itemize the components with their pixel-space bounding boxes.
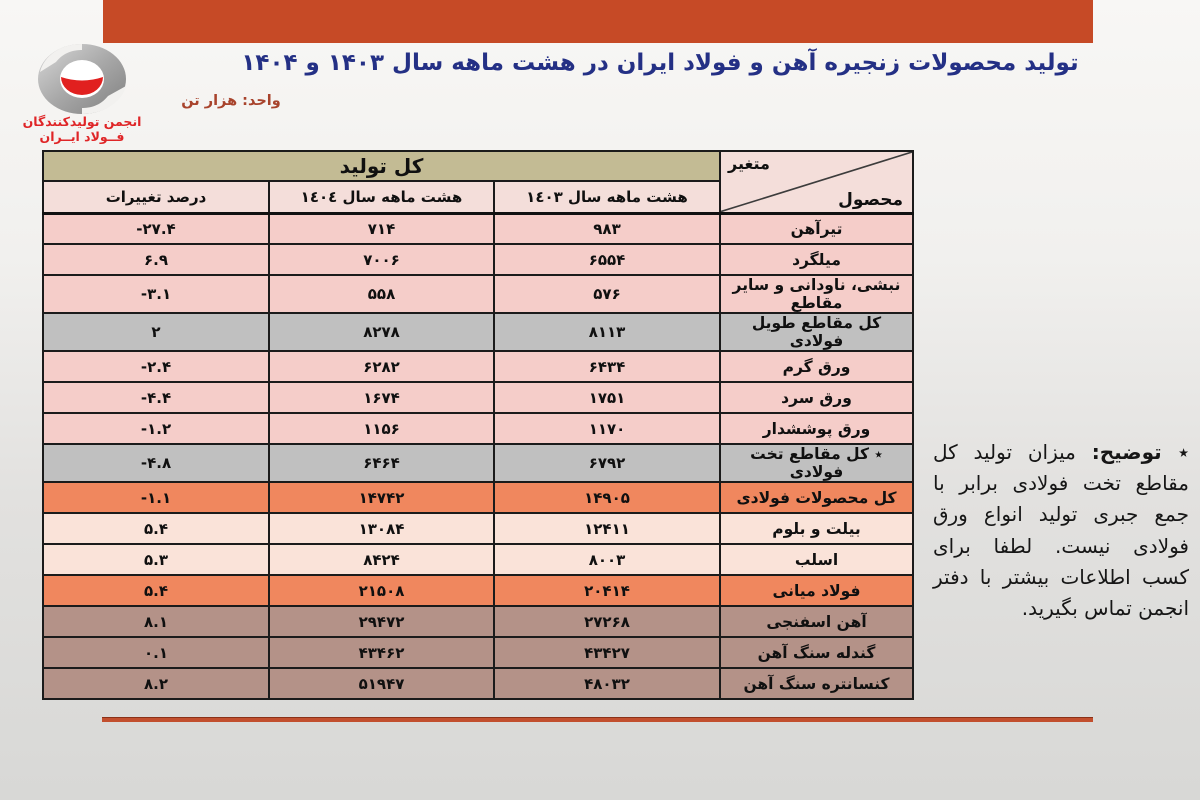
table-row [43, 544, 913, 575]
value-1404: ۱۳۰۸۴ [269, 513, 494, 544]
footnote-lead: ٭ توضیح: [1091, 440, 1190, 464]
value-percent-change: ۲ [43, 313, 269, 351]
product-name: فولاد میانی [720, 575, 913, 606]
association-name-line1: انجمن تولیدکنندگان [22, 114, 142, 129]
value-1404: ۸۴۲۴ [269, 544, 494, 575]
table-row [43, 482, 913, 513]
value-1404: ۵۵۸ [269, 275, 494, 313]
table-row [43, 513, 913, 544]
value-1404: ۲۱۵۰۸ [269, 575, 494, 606]
table-row [43, 413, 913, 444]
corner-label-variable: متغیر [728, 154, 770, 173]
steel-association-logo-icon [30, 42, 134, 116]
table-row [43, 213, 913, 244]
value-1404: ۴۳۴۶۲ [269, 637, 494, 668]
product-name: کل محصولات فولادی [720, 482, 913, 513]
product-name: آهن اسفنجی [720, 606, 913, 637]
value-percent-change: -۲۷.۴ [43, 213, 269, 244]
product-name: ورق پوششدار [720, 413, 913, 444]
value-1404: ۷۰۰۶ [269, 244, 494, 275]
value-1403: ۲۷۲۶۸ [494, 606, 720, 637]
slide-title: تولید محصولات زنجیره آهن و فولاد ایران در هشت ماهه سال ۱۴۰۳ و ۱۴۰۴ [241, 50, 1079, 76]
product-name: اسلب [720, 544, 913, 575]
product-name: ورق گرم [720, 351, 913, 382]
value-1403: ۱۲۴۱۱ [494, 513, 720, 544]
total-production-header: کل تولید [43, 151, 720, 181]
association-name-line2: فــولاد ایــران [39, 129, 125, 144]
column-header-1403: هشت ماهه سال ١٤٠٣ [494, 181, 720, 213]
value-1404: ۱۴۷۴۲ [269, 482, 494, 513]
value-percent-change: ۸.۲ [43, 668, 269, 699]
table-row [43, 444, 913, 482]
value-1403: ۴۳۴۲۷ [494, 637, 720, 668]
value-1404: ۵۱۹۴۷ [269, 668, 494, 699]
value-1403: ۹۸۳ [494, 213, 720, 244]
product-name: بیلت و بلوم [720, 513, 913, 544]
table-row [43, 668, 913, 699]
top-accent-bar [103, 0, 1093, 43]
footnote [933, 437, 1189, 624]
value-1404: ۱۶۷۴ [269, 382, 494, 413]
value-percent-change: ۰.۱ [43, 637, 269, 668]
value-1404: ۱۱۵۶ [269, 413, 494, 444]
table-row [43, 606, 913, 637]
production-table [42, 150, 914, 700]
value-1403: ۶۵۵۴ [494, 244, 720, 275]
value-percent-change: -۴.۸ [43, 444, 269, 482]
table-row [43, 575, 913, 606]
value-1403: ۱۷۵۱ [494, 382, 720, 413]
product-name: میلگرد [720, 244, 913, 275]
association-name [20, 114, 144, 144]
table-row [43, 313, 913, 351]
value-percent-change: -۱.۲ [43, 413, 269, 444]
value-percent-change: -۱.۱ [43, 482, 269, 513]
value-percent-change: ۵.۳ [43, 544, 269, 575]
value-1403: ۶۷۹۲ [494, 444, 720, 482]
value-1403: ۶۴۳۴ [494, 351, 720, 382]
value-1403: ۸۱۱۳ [494, 313, 720, 351]
table-row [43, 275, 913, 313]
column-header-percent-change: درصد تغییرات [43, 181, 269, 213]
product-name: کنسانتره سنگ آهن [720, 668, 913, 699]
value-percent-change: -۴.۴ [43, 382, 269, 413]
column-header-1404: هشت ماهه سال ١٤٠٤ [269, 181, 494, 213]
value-1404: ۶۲۸۲ [269, 351, 494, 382]
product-name: کل مقاطع طویل فولادی [720, 313, 913, 351]
value-1403: ۱۱۷۰ [494, 413, 720, 444]
table-row [43, 244, 913, 275]
value-percent-change: -۲.۴ [43, 351, 269, 382]
value-1403: ۱۴۹۰۵ [494, 482, 720, 513]
product-name: تیرآهن [720, 213, 913, 244]
value-1403: ۴۸۰۳۲ [494, 668, 720, 699]
value-1404: ۷۱۴ [269, 213, 494, 244]
table-row [43, 351, 913, 382]
value-1404: ۸۲۷۸ [269, 313, 494, 351]
value-1404: ۶۴۶۴ [269, 444, 494, 482]
product-name: ٭ کل مقاطع تخت فولادی [720, 444, 913, 482]
corner-label-product: محصول [838, 189, 903, 210]
value-percent-change: -۳.۱ [43, 275, 269, 313]
product-name: گندله سنگ آهن [720, 637, 913, 668]
footnote-body: میزان تولید کل مقاطع تخت فولادی برابر با جمع جبری تولید انواع ورق فولادی نیست. لطفا برای کسب اطلاعات بیشتر با دفتر انجمن تماس بگیرید. [933, 440, 1189, 620]
bottom-accent-rule [102, 717, 1093, 722]
product-name: ورق سرد [720, 382, 913, 413]
value-percent-change: ۸.۱ [43, 606, 269, 637]
value-1403: ۲۰۴۱۴ [494, 575, 720, 606]
value-percent-change: ۶.۹ [43, 244, 269, 275]
association-logo [20, 42, 144, 144]
value-1403: ۸۰۰۳ [494, 544, 720, 575]
table-header-group-row [43, 151, 913, 181]
corner-header-cell [720, 151, 913, 213]
value-percent-change: ۵.۴ [43, 513, 269, 544]
value-percent-change: ۵.۴ [43, 575, 269, 606]
table-row [43, 382, 913, 413]
unit-label: واحد: هزار تن [181, 93, 281, 109]
table-row [43, 637, 913, 668]
value-1403: ۵۷۶ [494, 275, 720, 313]
value-1404: ۲۹۴۷۲ [269, 606, 494, 637]
product-name: نبشی، ناودانی و سایر مقاطع [720, 275, 913, 313]
